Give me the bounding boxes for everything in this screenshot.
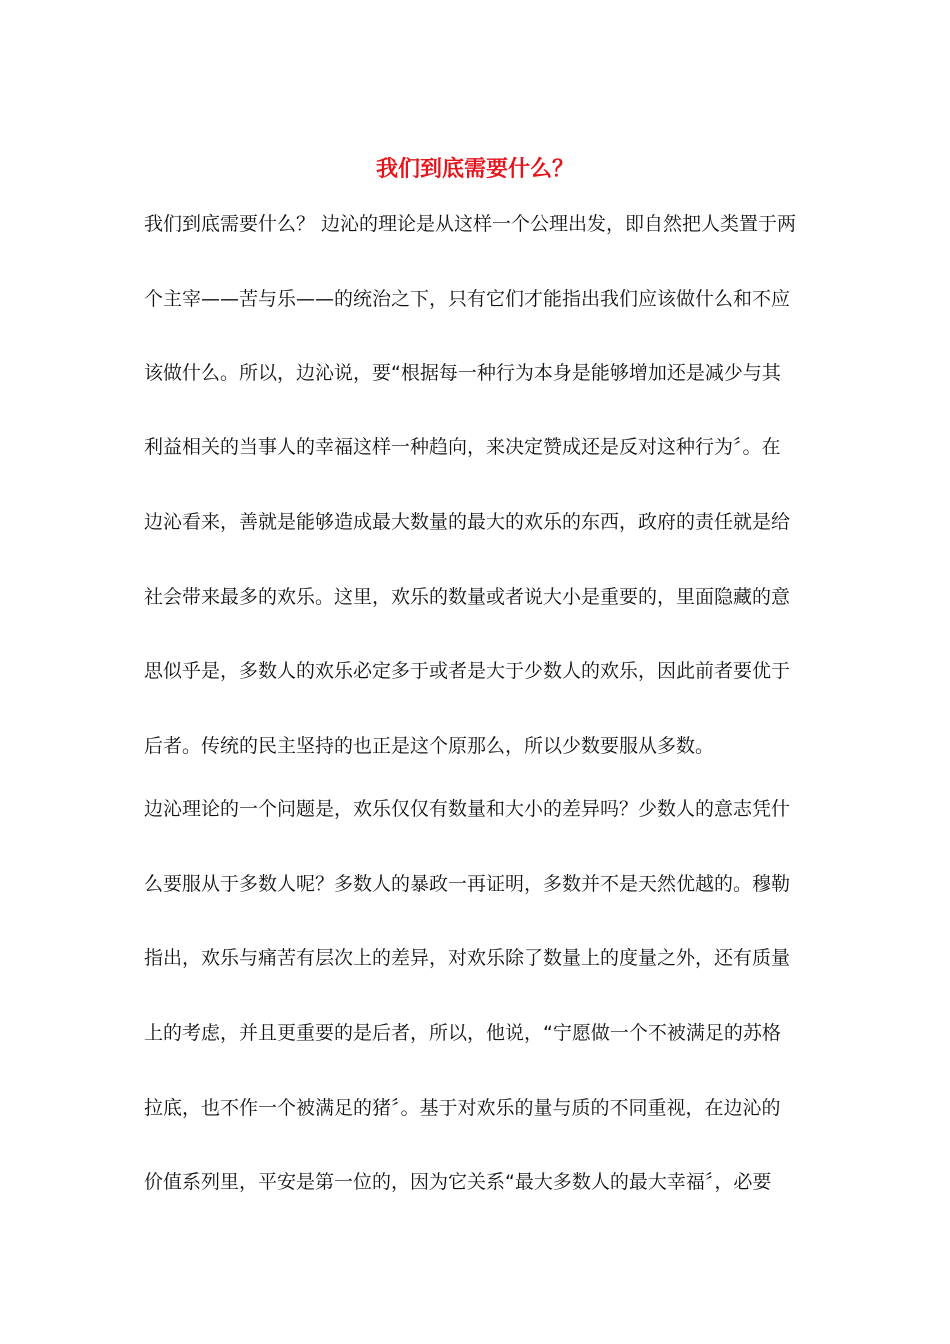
paragraph-line: 拉底，也不作一个被满足的猪〞。基于对欢乐的量与质的不同重视，在边沁的: [144, 1097, 781, 1119]
paragraph-line: 边沁理论的一个问题是，欢乐仅仅有数量和大小的差异吗？少数人的意志凭什: [144, 798, 791, 820]
document-title: 我们到底需要什么？: [375, 156, 574, 182]
paragraph-line: 个主宰——苦与乐——的统治之下，只有它们才能指出我们应该做什么和不应: [144, 288, 791, 310]
paragraph-line: 么要服从于多数人呢？多数人的暴政一再证明，多数并不是天然优越的。穆勒: [144, 873, 791, 895]
paragraph-line: 利益相关的当事人的幸福这样一种趋向，来决定赞成还是反对这种行为〞。在: [144, 436, 781, 458]
paragraph-line: 上的考虑，并且更重要的是后者，所以，他说，“宁愿做一个不被满足的苏格: [144, 1022, 781, 1044]
paragraph-line: 我们到底需要什么？ 边沁的理论是从这样一个公理出发，即自然把人类置于两: [144, 213, 797, 235]
paragraph-line: 价值系列里，平安是第一位的，因为它关系“最大多数人的最大幸福〞，必要: [144, 1171, 772, 1193]
paragraph-line: 边沁看来，善就是能够造成最大数量的最大的欢乐的东西，政府的责任就是给: [144, 511, 791, 533]
paragraph-line: 思似乎是，多数人的欢乐必定多于或者是大于少数人的欢乐，因此前者要优于: [144, 660, 791, 682]
paragraph-line: 指出，欢乐与痛苦有层次上的差异，对欢乐除了数量上的度量之外，还有质量: [144, 947, 791, 969]
paragraph-line: 后者。传统的民主坚持的也正是这个原那么，所以少数要服从多数。: [144, 735, 715, 757]
paragraph-line: 该做什么。所以，边沁说，要“根据每一种行为本身是能够增加还是减少与其: [144, 362, 781, 384]
paragraph-line: 社会带来最多的欢乐。这里，欢乐的数量或者说大小是重要的，里面隐藏的意: [144, 586, 791, 608]
